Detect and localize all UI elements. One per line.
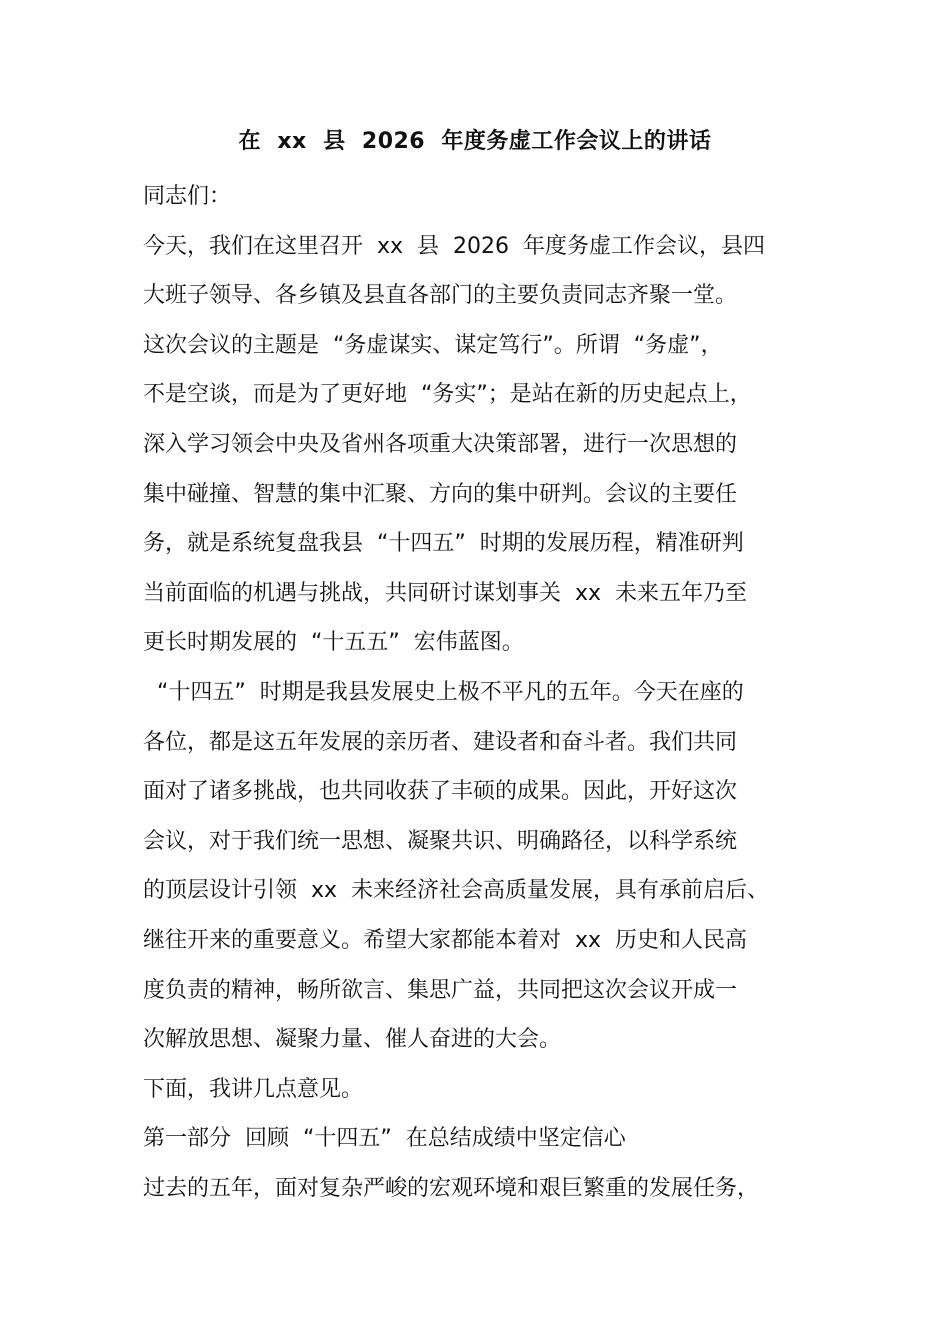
paragraph-line: 深入学习领会中央及省州各项重大决策部署，进行一次思想的 [143,431,738,457]
paragraph-line: 今天，我们在这里召开 xx 县 2026 年度务虚工作会议，县四 [143,233,765,259]
paragraph-line: 大班子领导、各乡镇及县直各部门的主要负责同志齐聚一堂。 [143,283,738,309]
paragraph-line: 下面，我讲几点意见。 [143,1076,364,1102]
paragraph-line: 不是空谈，而是为了更好地 “务实”；是站在新的历史起点上， [143,382,752,408]
section-heading: 第一部分 回顾 “十四五” 在总结成绩中坚定信心 [143,1126,626,1152]
document-title: 在 xx 县 2026 年度务虚工作会议上的讲话 [238,129,712,154]
paragraph-line: 更长时期发展的 “十五五” 宏伟蓝图。 [143,630,524,656]
paragraph-line: 会议，对于我们统一思想、凝聚共识、明确路径，以科学系统 [143,828,738,854]
paragraph-line: 集中碰撞、智慧的集中汇聚、方向的集中研判。会议的主要任 [143,481,738,507]
paragraph-line: 次解放思想、凝聚力量、催人奋进的大会。 [143,1027,562,1053]
paragraph-line: 继往开来的重要意义。希望大家都能本着对 xx 历史和人民高 [143,927,748,953]
paragraph-line: 各位，都是这五年发展的亲历者、建设者和奋斗者。我们共同 [143,729,738,755]
paragraph-line: “十四五” 时期是我县发展史上极不平凡的五年。今天在座的 [157,679,744,705]
paragraph-line: 面对了诸多挑战，也共同收获了丰硕的成果。因此，开好这次 [143,779,738,805]
document-body [143,172,833,1213]
salutation-line: 同志们： [143,184,232,209]
paragraph-line: 务，就是系统复盘我县 “十四五” 时期的发展历程，精准研判 [143,531,744,557]
paragraph-line: 当前面临的机遇与挑战，共同研讨谋划事关 xx 未来五年乃至 [143,580,748,606]
paragraph-line: 过去的五年，面对复杂严峻的宏观环境和艰巨繁重的发展任务， [143,1175,760,1201]
paragraph-line: 这次会议的主题是 “务虚谋实、谋定笃行”。所谓 “务虚”， [143,332,723,358]
paragraph-line: 的顶层设计引领 xx 未来经济社会高质量发展，具有承前启后、 [143,878,770,904]
paragraph-line: 度负责的精神，畅所欲言、集思广益，共同把这次会议开成一 [143,977,738,1003]
